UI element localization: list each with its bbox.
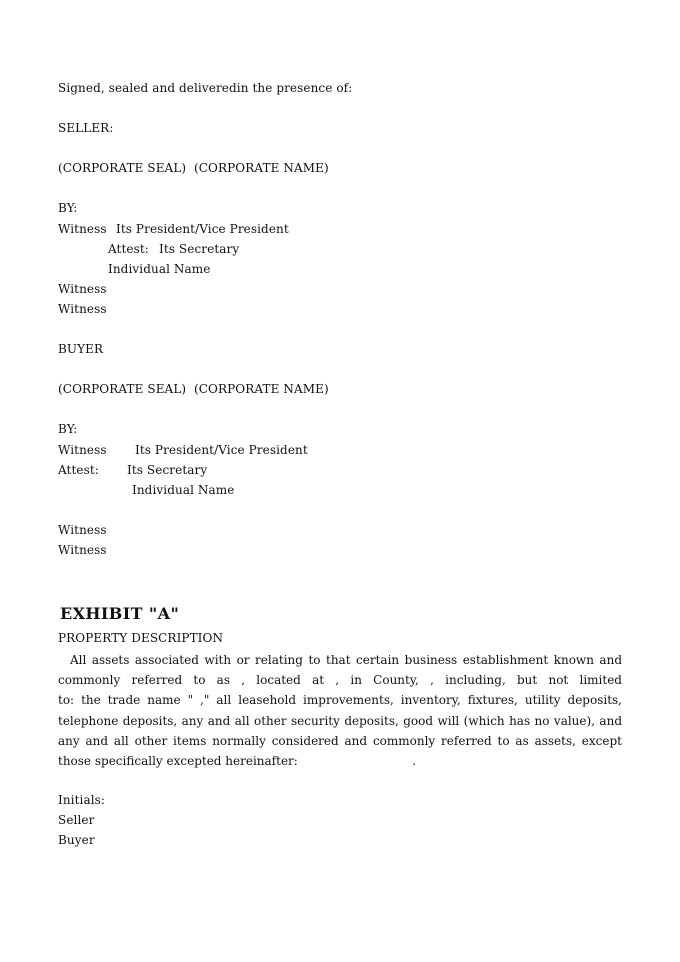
exhibit-body-line: All assets associated with or relating to that certain business establishment known and bbox=[70, 653, 622, 667]
exhibit-subtitle: PROPERTY DESCRIPTION bbox=[58, 631, 224, 645]
seller-officer-president: Its President/Vice President bbox=[116, 222, 289, 236]
buyer-officer-secretary: Its Secretary bbox=[127, 463, 208, 477]
seller-attest-label: Attest: bbox=[108, 242, 149, 256]
exhibit-body-line: any and all other items normally considered and commonly referred to as assets, except bbox=[58, 733, 622, 748]
buyer-heading: BUYER bbox=[58, 342, 104, 356]
exhibit-body-line: commonly referred to as , located at , in County, , including, but not limited bbox=[58, 673, 622, 688]
buyer-witness-2: Witness bbox=[58, 523, 107, 537]
seller-individual-name: Individual Name bbox=[108, 262, 211, 276]
initials-seller: Seller bbox=[58, 813, 95, 827]
seller-witness-3: Witness bbox=[58, 302, 107, 316]
initials-buyer: Buyer bbox=[58, 833, 95, 847]
seller-witness-2: Witness bbox=[58, 282, 107, 296]
exhibit-title: EXHIBIT "A" bbox=[60, 604, 180, 623]
seller-heading: SELLER: bbox=[58, 121, 114, 135]
buyer-witness-3: Witness bbox=[58, 543, 107, 557]
buyer-witness-1: Witness bbox=[58, 443, 107, 457]
seller-by-label: BY: bbox=[58, 201, 78, 215]
signing-intro: Signed, sealed and deliveredin the presence of: bbox=[58, 81, 353, 95]
exhibit-body-paragraph bbox=[58, 650, 622, 771]
buyer-attest-label: Attest: bbox=[58, 463, 99, 477]
buyer-individual-name: Individual Name bbox=[132, 483, 235, 497]
buyer-seal-line: (CORPORATE SEAL) (CORPORATE NAME) bbox=[58, 382, 329, 396]
seller-witness-1: Witness bbox=[58, 222, 107, 236]
buyer-by-label: BY: bbox=[58, 422, 78, 436]
initials-heading: Initials: bbox=[58, 793, 106, 807]
exhibit-body-line: to: the trade name " ," all leasehold improvements, inventory, fixtures, utility deposits, bbox=[58, 693, 622, 708]
exhibit-body-line: those specifically excepted hereinafter: . bbox=[58, 754, 417, 769]
exhibit-body-line: telephone deposits, any and all other security deposits, good will (which has no value), and bbox=[58, 713, 622, 728]
seller-officer-secretary: Its Secretary bbox=[159, 242, 240, 256]
buyer-officer-president: Its President/Vice President bbox=[135, 443, 308, 457]
seller-seal-line: (CORPORATE SEAL) (CORPORATE NAME) bbox=[58, 161, 329, 175]
